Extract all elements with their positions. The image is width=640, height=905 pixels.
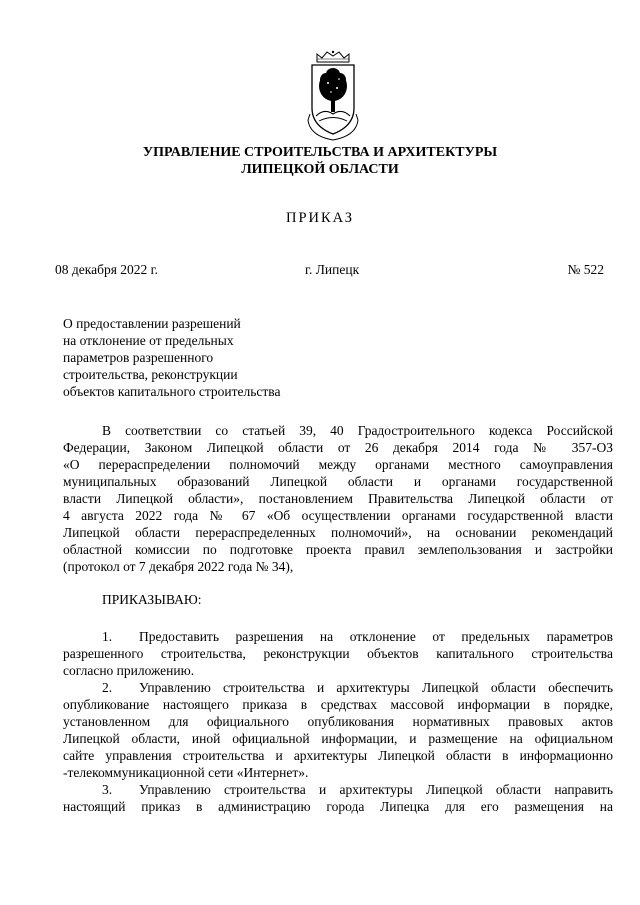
preamble-line: (протокол от 7 декабря 2022 года № 34), [63,559,294,574]
item-text: Управлению строительства и архитектуры Липецкой области обеспечить [139,680,613,695]
preamble-line: В соответствии со статьей 39, 40 Градостроительного кодекса Российской [102,423,613,438]
order-directive: ПРИКАЗЫВАЮ: [102,592,202,607]
item-1-line [63,629,613,645]
subject-line: на отклонение от предельных [63,333,234,348]
preamble-line: Федерации, Законом Липецкой области от 26 декабря 2014 года № 357-ОЗ [63,440,613,455]
organization-name-line-2: ЛИПЕЦКОЙ ОБЛАСТИ [241,162,399,177]
item-3-line [63,782,613,798]
order-date: 08 декабря 2022 г. [55,262,159,277]
order-number: № 522 [567,262,604,277]
item-2-line [63,680,613,696]
item-2-line: опубликование настоящего приказа в средствах массовой информации в порядке, [63,697,613,712]
item-2-line: установленном для официального опубликования нормативных правовых актов [63,714,613,729]
organization-name-line-1: УПРАВЛЕНИЕ СТРОИТЕЛЬСТВА И АРХИТЕКТУРЫ [142,145,498,160]
preamble-line: 4 августа 2022 года № 67 «Об осуществлении органами государственной власти [63,508,613,523]
preamble-line: областной комиссии по подготовке проекта правил землепользования и застройки [63,542,613,557]
subject-line: параметров разрешенного [63,350,214,365]
item-text: Управлению строительства и архитектуры Липецкой области направить [139,782,613,797]
item-2-line: -телекоммуникационной сети «Интернет». [63,765,309,780]
preamble-line: Липецкой области перераспределенных полномочий», на основании рекомендаций [63,525,613,540]
item-1-line: согласно приложению. [63,663,195,678]
subject-line: объектов капитального строительства [63,384,281,399]
preamble-line: муниципальных образований Липецкой области и органами государственной [63,474,613,489]
lipetsk-coat-of-arms-icon [300,50,366,142]
item-1-line: разрешенного строительства, реконструкции объектов капитального строительства [63,646,613,661]
subject-line: О предоставлении разрешений [63,316,241,331]
preamble-line: «О перераспределении полномочий между органами местного самоуправления [63,457,613,472]
item-2-line: сайте управления строительства и архитектуры Липецкой области в информационно [63,748,613,763]
item-3-line: настоящий приказ в администрацию города Липецка для его размещения на [63,799,613,814]
subject-line: строительства, реконструкции [63,367,238,382]
item-number: 3. [102,782,113,797]
document-type-title: ПРИКАЗ [285,210,355,226]
item-number: 2. [102,680,113,695]
item-number: 1. [102,629,113,644]
preamble-line: власти Липецкой области», постановлением Правительства Липецкой области от [63,491,613,506]
order-city: г. Липецк [305,262,360,277]
item-text: Предоставить разрешения на отклонение от предельных параметров [139,629,613,644]
item-2-line: Липецкой области, иной официальной информации, и размещение на официальном [63,731,613,746]
order-subject [63,315,363,400]
